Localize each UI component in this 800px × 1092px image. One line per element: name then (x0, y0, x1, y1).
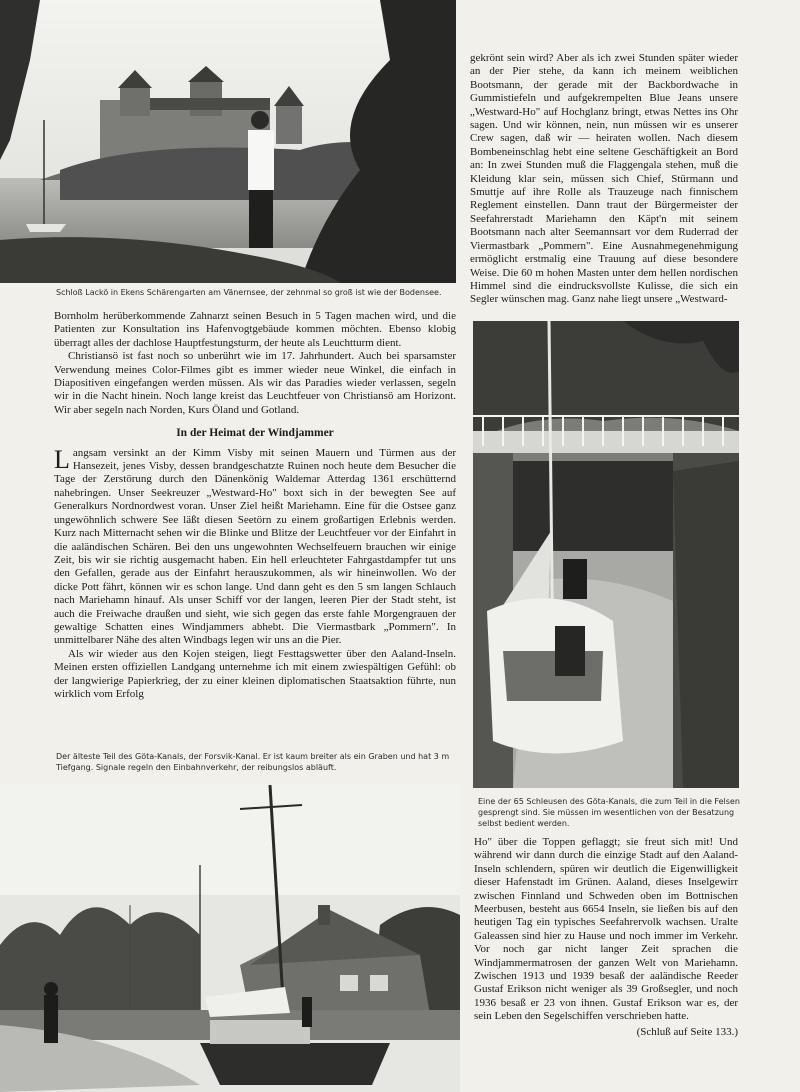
right-column-top-text (470, 52, 738, 307)
lock-caption: Eine der 65 Schleusen des Göta-Kanals, die zum Teil in die Felsen gesprengt sind. Sie müssen im wesentlichen von der Besatzung selbst bedient werden. (478, 797, 740, 828)
section-heading: In der Heimat der Windjammer (176, 427, 334, 440)
castle-caption: Schloß Lackö in Ekens Schärengarten am Vänernsee, der zehnmal so groß ist wie der Bodensee. (56, 288, 442, 297)
forsvik-caption: Der älteste Teil des Göta-Kanals, der Forsvik-Kanal. Er ist kaum breiter als ein Graben und hat 3 m Tiefgang. Signale regeln den Einbahnverkehr, der reibungslos abläuft. (56, 752, 450, 772)
left-paragraph-4: Als wir wieder aus den Kojen steigen, liegt Festtagswetter über den Aaland-Inseln. Meinen ersten offiziellen Landgang unternehme ich mit einem zwiespältigen Gefühl: ob der langwierige Papierkrieg, der zu einer kleinen diplomatischen Staatsaktion führte, nun wirklich vom Erfolg (54, 647, 456, 700)
forsvik-canal-photo (0, 785, 460, 1092)
right-paragraph-2: Ho" über die Toppen geflaggt; sie freut sich mit! Und während wir dann durch die einzige Stadt auf den Aaland-Inseln schlendern, spüren wir deutlich die Eigenwilligkeit dieser Hafenstadt im Grünen. Aaland, dieses Inselgewirr zwischen Finnland und Schweden oben im Bottnischen Meerbusen, besteht aus 6654 Inseln, sie ließen bis auf den heutigen Tag ein typisches Seefahrervolk wachsen. Uralte Galeassen sind hier zu Hause und noch immer im Verkehr. Vor noch gar nicht langer Zeit sprachen die Windjammermatrosen der ganzen Welt von Mariehamn. Zwischen 1913 und 1939 besaß der aaländische Reeder Gustaf Erikson nicht weniger als 39 Großsegler, und noch 1936 besaß er 23 von ihnen. Gustaf Erikson war es, der sein Leben den Segelschiffen verschrieben hatte. (474, 836, 738, 1023)
canal-lock-photo (473, 321, 739, 788)
castle-photo (0, 0, 456, 283)
left-paragraph-1: Bornholm herüberkommende Zahnarzt seinen Besuch in 5 Tagen machen wird, und die Patienten zur Konsultation ins Hafenvogtgebäude kommen möchten. Ebenso klobig überragt alles der dachlose Hauptfestungsturm, der heute als Leuchtturm dient. (54, 310, 456, 349)
right-paragraph-1: gekrönt sein wird? Aber als ich zwei Stunden später wieder an der Pier stehe, da kann ich meinem weiblichen Bootsmann, der gerade mit der Backbordwache in Gummistiefeln und aufgekrempelten Blue Jeans unsere „Westward-Ho" auf Hochglanz bringt, etwas Nettes ins Ohr sagen. Und wir können, nein, nun müssen wir es unserer Crew sagen, daß wir — heiraten wollen. Nach diesem Bombeneinschlag hebt eine seltene Geschäftigkeit an Bord an: In zwei Stunden muß die Flaggengala stehen, muß die Kleidung klar sein, müssen sich Chief, Stürmann und Smuttje auf ihre Rolle als Trauzeuge nach finnischem Reglement einstellen. Dann traut der Bürgermeister der Seefahrerstadt Mariehamn den Käpt'n mit seinem Bootsmann nach alter Seemannsart vor dem Ruderrad der Viermastbark „Pommern". Eine Ausnahmegenehmigung ermöglicht erstmalig eine Trauung auf diese besondere Weise. Die 60 m hohen Masten unter dem hellen nordischen Himmel sind die eindrucksvollste Kulisse, die sich ein Segler wünschen mag. Ganz nahe liegt unsere „Westward- (470, 52, 738, 306)
continuation-note: (Schluß auf Seite 133.) (636, 1025, 738, 1038)
left-paragraph-3-body: angsam versinkt an der Kimm Visby mit seinen Mauern und Türmen aus der Hansezeit, jenes Visby, dessen brandgeschatzte Ruinen noch heute dem Besucher die Tage der Zerstörung durch den Dänenkönig Waldemar Atterdag 1361 erschütternd nahebringen. Unser Seekreuzer „Westward-Ho" boxt sich in der bewegten See auf Generalkurs Nordnordwest voran. Unser Ziel heißt Mariehamn. Eine für die Ostsee ganz ungewöhnlich schwere See läßt diesen Seetörn zu einem großartigen Erlebnis werden. Kurz nach Mitternacht sehen wir die Blinke und Blitze der Leuchtfeuer vor der Einfahrt in die aaländischen Schären. Bei den uns ungewohnten Wechselfeuern brauchen wir einige Zeit, bis wir sie richtig ausgemacht haben. Ein hell erleuchteter Fahrgastdampfer tut uns den Gefallen, gerade aus der Einfahrt herauszukommen, als wir hineinwollen. Wo der dicke Pott fährt, können wir es schon lange. Und dann geht es den 5 sm langen Schlauch nach Mariehamn hinauf. Als unser Schiff vor der langen, leeren Pier der Stadt steht, ist auch die Freiwache draußen und sieht, wie sich gegen das erste fahle Morgengrauen der gewaltige Schatten eines Windjammers abhebt. Die Viermastbark „Pommern". In unmittelbarer Nähe des alten Windbags legen wir uns an die Pier. (54, 446, 456, 647)
left-paragraph-2: Christiansö ist fast noch so unberührt wie im 17. Jahrhundert. Auch bei sparsamster Verwendung meines Color-Filmes gibt es immer wieder neue Winkel, die einfach in Diapositiven eingefangen werden müssen. Als wir das Paradies wieder verlassen, segeln wir in die Nacht hinein. Noch lange kreist das Leuchtfeuer von Christiansö am Horizont. Wir aber segeln nach Norden, Kurs Öland und Gotland. (54, 350, 456, 416)
drop-cap: L (54, 444, 70, 474)
right-column-bottom-text (474, 836, 738, 1039)
left-paragraph-3 (54, 444, 456, 648)
left-column-text (54, 310, 456, 701)
